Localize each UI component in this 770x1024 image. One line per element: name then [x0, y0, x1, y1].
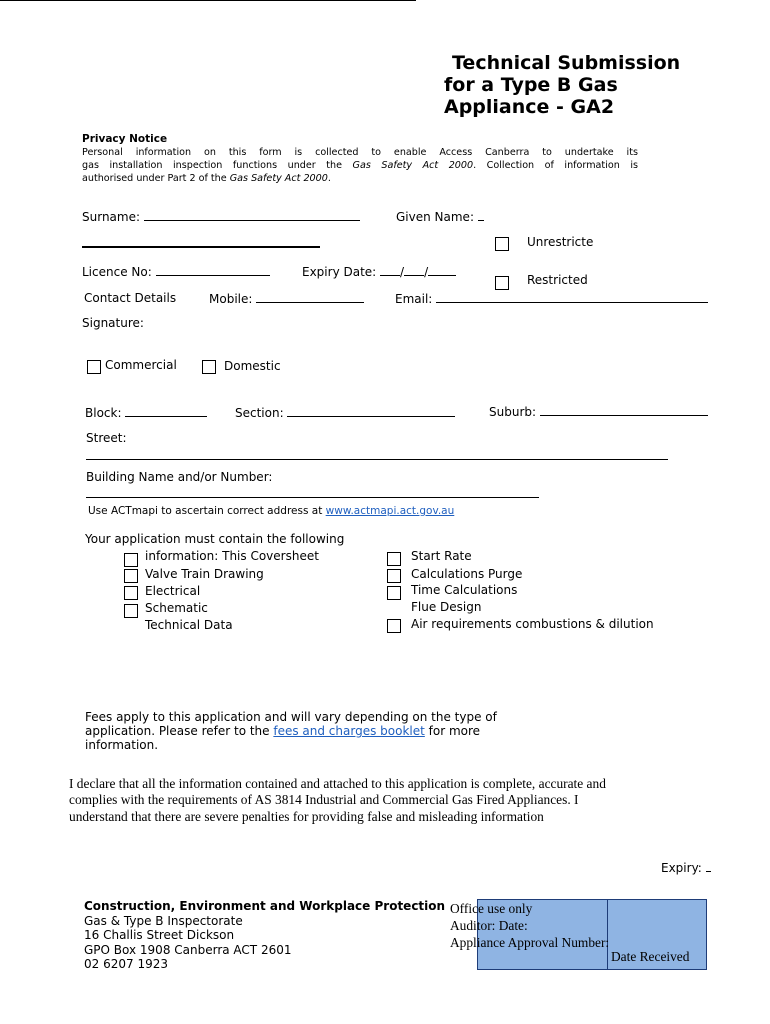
unrestricted-label: Unrestricte — [527, 235, 594, 249]
footer-line-3: GPO Box 1908 Canberra ACT 2601 — [84, 942, 292, 957]
top-rule — [0, 0, 416, 1]
section-field[interactable] — [235, 405, 455, 420]
block-input[interactable] — [125, 405, 207, 417]
title-line-3: Appliance - GA2 — [444, 96, 615, 118]
checklist-air-req-label: Air requirements combustions & dilution — [411, 617, 654, 631]
section-label: Section: — [235, 406, 284, 420]
checklist-start-rate-checkbox[interactable] — [387, 552, 401, 566]
expiry-footer-label: Expiry: — [661, 861, 702, 875]
expiry-year-input[interactable] — [428, 264, 456, 276]
domestic-label: Domestic — [224, 359, 281, 373]
email-input[interactable] — [436, 291, 708, 303]
fees-note — [85, 710, 497, 752]
checklist-time-calc-checkbox[interactable] — [387, 586, 401, 600]
domestic-checkbox[interactable] — [202, 360, 216, 374]
licence-input[interactable] — [156, 264, 270, 276]
suburb-label: Suburb: — [489, 405, 537, 419]
declaration-line-3: understand that there are severe penalties for providing false and misleading information — [69, 808, 544, 824]
expiry-day-input[interactable] — [380, 264, 400, 276]
footer-org: Construction, Environment and Workplace Protection — [84, 899, 446, 913]
actmapi-note — [88, 505, 454, 517]
fees-line-2: application. Please refer to the fees and charges booklet for more — [85, 724, 481, 738]
checklist-electrical-checkbox[interactable] — [124, 586, 138, 600]
restricted-checkbox[interactable] — [495, 276, 509, 290]
surname-field[interactable] — [82, 209, 360, 224]
footer-line-1: Gas & Type B Inspectorate — [84, 913, 243, 928]
checklist-coversheet-label: information: This Coversheet — [145, 549, 319, 563]
street-label: Street: — [86, 431, 127, 445]
commercial-checkbox[interactable] — [87, 360, 101, 374]
expiry-footer-input[interactable] — [706, 860, 711, 872]
fees-line-1: Fees apply to this application and will vary depending on the type of — [85, 710, 497, 724]
restricted-label: Restricted — [527, 273, 588, 287]
declaration — [69, 776, 709, 825]
name-continuation-line[interactable] — [82, 246, 320, 248]
street-input[interactable] — [86, 459, 668, 460]
office-use-heading: Office use only — [450, 901, 533, 916]
building-input[interactable] — [86, 497, 539, 498]
privacy-heading: Privacy Notice — [82, 133, 168, 145]
mobile-field[interactable] — [209, 291, 364, 306]
expiry-month-input[interactable] — [404, 264, 424, 276]
checklist-purge-label: Calculations Purge — [411, 567, 523, 581]
email-field[interactable] — [395, 291, 708, 306]
given-name-label: Given Name: — [396, 210, 474, 224]
expiry-slash-2: / — [424, 265, 429, 279]
email-label: Email: — [395, 292, 433, 306]
office-date-received: Date Received — [611, 949, 690, 964]
fees-booklet-link[interactable]: fees and charges booklet — [273, 724, 425, 738]
mobile-input[interactable] — [256, 291, 364, 303]
actmapi-link[interactable]: www.actmapi.act.gov.au — [325, 505, 455, 517]
section-input[interactable] — [287, 405, 455, 417]
checklist-schematic-label: Schematic — [145, 601, 208, 615]
checklist-intro: Your application must contain the following — [85, 532, 345, 546]
office-auditor-date: Auditor: Date: — [450, 918, 528, 933]
contact-details-label: Contact Details — [84, 291, 177, 305]
expiry-footer-field[interactable] — [661, 860, 711, 875]
privacy-line-2: gas installation inspection functions under the Gas Safety Act 2000. Collection of information is — [82, 160, 638, 171]
surname-label: Surname: — [82, 210, 141, 224]
licence-label: Licence No: — [82, 265, 152, 279]
given-name-field[interactable] — [396, 209, 484, 224]
declaration-line-2: complies with the requirements of AS 3814 Industrial and Commercial Gas Fired Appliances. I — [69, 792, 579, 808]
given-name-input[interactable] — [478, 209, 484, 221]
mobile-label: Mobile: — [209, 292, 253, 306]
footer-address — [84, 899, 445, 972]
privacy-line-1: Personal information on this form is collected to enable Access Canberra to undertake its — [82, 147, 638, 158]
checklist-coversheet-checkbox[interactable] — [124, 553, 138, 567]
privacy-line-3: authorised under Part 2 of the Gas Safety Act 2000. — [82, 173, 331, 184]
checklist-flue-design-label: Flue Design — [411, 600, 482, 614]
checklist-purge-checkbox[interactable] — [387, 569, 401, 583]
checklist-start-rate-label: Start Rate — [411, 549, 472, 563]
checklist-schematic-checkbox[interactable] — [124, 604, 138, 618]
office-use-text — [450, 900, 609, 951]
title-line-1: Technical Submission — [452, 52, 681, 74]
checklist-valve-train-checkbox[interactable] — [124, 569, 138, 583]
expiry-label: Expiry Date: — [302, 265, 377, 279]
footer-line-2: 16 Challis Street Dickson — [84, 928, 235, 942]
checklist-electrical-label: Electrical — [145, 584, 201, 598]
checklist-valve-train-label: Valve Train Drawing — [145, 567, 264, 581]
declaration-line-1: I declare that all the information contained and attached to this application is complete, accurate and — [69, 776, 606, 791]
fees-line-3: information. — [85, 738, 159, 752]
expiry-slash-1: / — [400, 265, 405, 279]
office-approval-number: Appliance Approval Number: — [450, 935, 610, 950]
expiry-field[interactable] — [302, 264, 456, 279]
checklist-air-req-checkbox[interactable] — [387, 619, 401, 633]
unrestricted-checkbox[interactable] — [495, 237, 509, 251]
licence-field[interactable] — [82, 264, 270, 279]
footer-line-4: 02 6207 1923 — [84, 957, 168, 971]
title-line-2: for a Type B Gas — [444, 74, 618, 96]
privacy-notice — [82, 133, 638, 185]
checklist-time-calc-label: Time Calculations — [411, 583, 518, 597]
actmapi-text: Use ACTmapi to ascertain correct address at — [88, 505, 326, 517]
signature-label: Signature: — [82, 316, 144, 330]
commercial-label: Commercial — [105, 358, 177, 372]
block-field[interactable] — [85, 405, 207, 420]
suburb-input[interactable] — [540, 404, 708, 416]
checklist-technical-data-label: Technical Data — [145, 618, 233, 632]
surname-input[interactable] — [144, 209, 360, 221]
block-label: Block: — [85, 406, 122, 420]
building-label: Building Name and/or Number: — [86, 470, 273, 484]
form-title — [444, 52, 680, 118]
suburb-field[interactable] — [489, 404, 708, 419]
